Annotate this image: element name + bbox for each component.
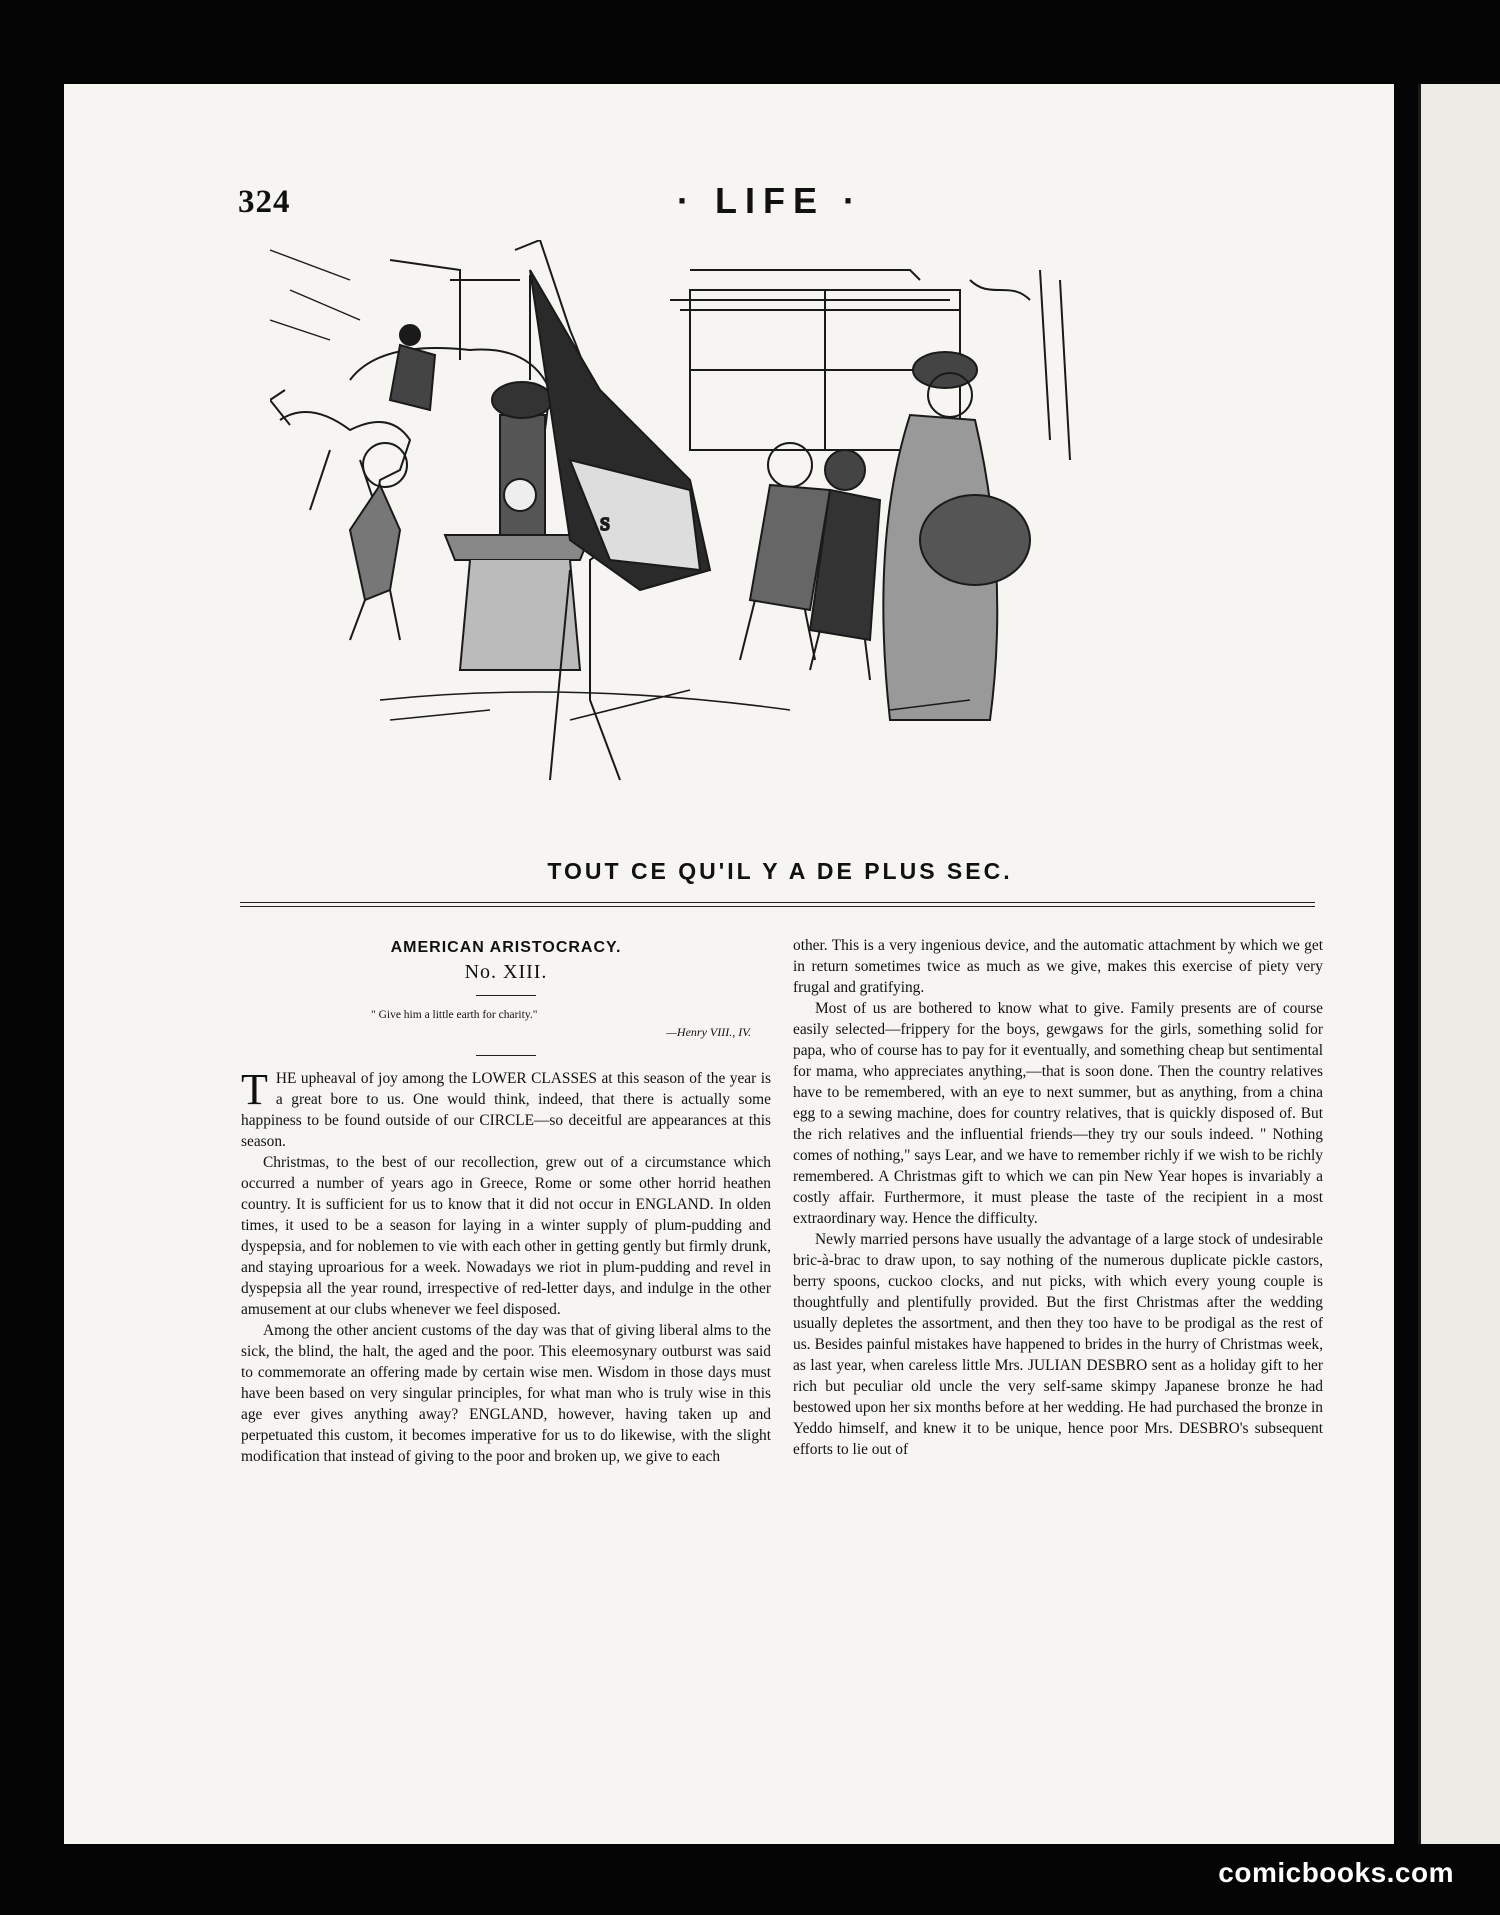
article-number: No. XIII. xyxy=(464,961,548,983)
illustration-caption: TOUT CE QU'IL Y A DE PLUS SEC. xyxy=(547,858,1013,884)
article-title: AMERICAN ARISTOCRACY. xyxy=(390,939,622,956)
article-column-left xyxy=(241,935,771,1467)
cartoon-illustration xyxy=(270,240,1280,850)
paragraph-5: Most of us are bothered to know what to give. Family presents are of course easily selected—frippery for the boys, gewgaws for the girls, something solid for papa, who of course has to pay for it eventually, and something cheap but sentimental for mama, who appreciates anything,—that is soon done. Then the country relatives have to be remembered, with an eye to next summer, but as anything, from a china egg to a sewing machine, does for country relatives, that is quickly disposed of. But the rich relatives and the influential friends—they try our souls indeed. " Nothing comes of nothing," says Lear, and we have to remember richly if we wish to be richly remembered. A Christmas gift to which we can pin New Year hopes is invariably a costly affair. Furthermore, it must please the taste of the recipient in a most extraordinary way. Hence the difficulty. xyxy=(793,1000,1323,1227)
paragraph-1 xyxy=(241,1065,771,1152)
title-rule xyxy=(476,995,536,996)
drop-cap: T xyxy=(241,1065,268,1114)
epigraph-rule xyxy=(476,1055,536,1056)
adjacent-page-edge xyxy=(1418,84,1500,1844)
paragraph-3: Among the other ancient customs of the day was that of giving liberal alms to the sick, the blind, the halt, the aged and the poor. This eleemosynary outburst was said to commemorate an offering made by certain wise men. Wisdom in those days must have been based on very singular principles, for what man who is truly wise in this age ever gives anything away? ENGLAND, however, having taken up and perpetuated this custom, it becomes imperative for us to do likewise, with the slight modification that instead of giving to the poor and broken up, we give to each xyxy=(241,1322,771,1465)
paragraph-2: Christmas, to the best of our recollection, grew out of a circumstance which occurred a number of years ago in Greece, Rome or some other horrid heathen country. It is sufficient for us to know that it did not occur in ENGLAND. In olden times, it used to be a season for laying in a winter supply of plum-pudding and dyspepsia, and for noblemen to vie with each other in getting gently but firmly drunk, and staying uproarious for a week. Nowadays we riot in plum-pudding and revel in dyspepsia all the year round, irrespective of red-letter days, and indulge in the other amusement at our clubs whenever we feel disposed. xyxy=(241,1154,771,1318)
site-watermark: comicbooks.com xyxy=(1218,1857,1454,1888)
svg-text:S: S xyxy=(600,514,611,534)
page-number: 324 xyxy=(238,184,291,220)
paragraph-1-text: HE upheaval of joy among the LOWER CLASSES at this season of the year is a great bore to us. One would think, indeed, that there is actually some happiness to be found outside of our CIRCLE—so deceitful are appearances at this season. xyxy=(241,1070,771,1150)
epigraph-attribution: —Henry VIII., IV. xyxy=(666,1025,751,1039)
masthead: · LIFE · xyxy=(677,180,863,221)
paragraph-4: other. This is a very ingenious device, and the automatic attachment by which we get in return sometimes twice as much as we give, makes this exercise of piety very frugal and gratifying. xyxy=(793,937,1323,996)
epigraph: " Give him a little earth for charity." xyxy=(371,1009,538,1021)
article-column-right xyxy=(793,935,1323,1460)
section-divider xyxy=(240,902,1315,907)
paragraph-6: Newly married persons have usually the advantage of a large stock of undesirable bric-à-brac to draw upon, to say nothing of the numerous duplicate pickle castors, berry spoons, cuckoo clocks, and nut picks, with which every young couple is thoughtfully and plentifully provided. But the first Christmas after the wedding usually depletes the assortment, and then they too have to be prodigal as the rest of us. Besides painful mistakes have happened to brides in the hurry of Christmas week, as last year, when careless little Mrs. JULIAN DESBRO sent as a holiday gift to her rich but peculiar old uncle the very self-same skimpy Japanese bronze he had bestowed upon her six months before at her wedding. He had purchased the bronze in Yeddo himself, and knew it to be unique, hence poor Mrs. DESBRO's subsequent efforts to lie out of xyxy=(793,1231,1323,1458)
